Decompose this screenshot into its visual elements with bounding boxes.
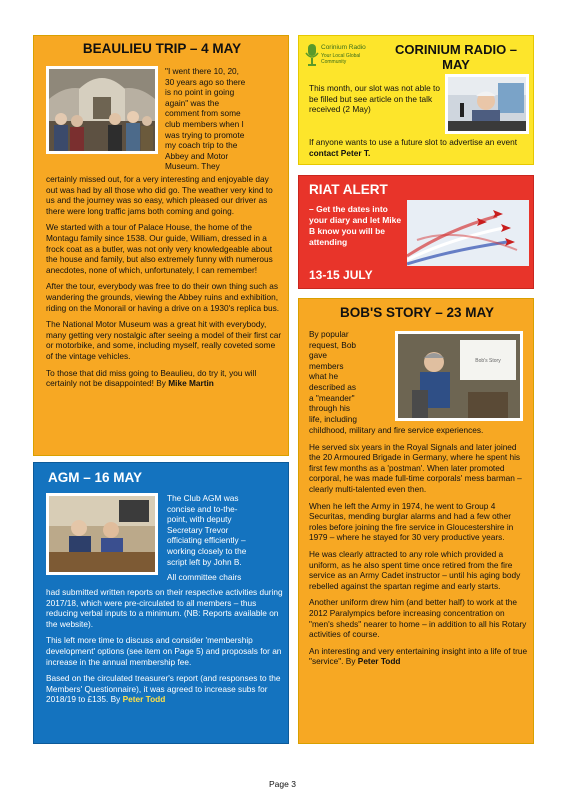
text-line: described as [309,381,357,392]
author-name: Peter Todd [357,656,401,667]
paragraph: This month, our slot was not able to be filled but see article on the talk received (2 May) [309,83,440,115]
bob-article [298,298,534,744]
beaulieu-article [33,35,289,456]
bob-photo [395,331,523,421]
paragraph [46,673,284,705]
text-line: All committee chairs [167,572,242,583]
contact-text: If anyone wants to use a future slot to advertise an event [309,137,518,147]
corinium-article [298,35,534,165]
agm-title: AGM – 16 MAY [48,470,143,485]
text-line: By popular [309,329,349,339]
paragraph: The National Motor Museum was a great hit with everybody, many getting very nostalgic after seeing a model of their first car or motorbike, and some, including myself, really coveted some of the vintage vehicles. [46,319,282,361]
text-line: what he [309,371,339,382]
beaulieu-intro-wrap [165,66,283,172]
text-line: "I went there 10, 20, [165,66,239,76]
paragraph: had submitted written reports on their respective activities during 2017/18, which were pre-circulated to all members – thus reducing verbal inputs to a minimum. (NB: Reports available on the website). [46,587,283,629]
bob-intro-wrap [309,329,393,424]
corinium-logo [305,42,377,78]
text-line: request, Bob [309,339,357,350]
paragraph [309,646,529,667]
screen-text: Bob's Story [475,358,501,364]
microphone-icon [305,44,319,66]
closing-text: To those that did miss going to Beaulieu, do try it, you will certainly not be disappointed! By [46,367,257,389]
corinium-body [309,83,441,121]
bob-title: BOB'S STORY – 23 MAY [339,305,495,320]
beaulieu-body [46,174,282,395]
logo-name: Corinium Radio [321,44,366,51]
beaulieu-title: BEAULIEU TRIP – 4 MAY [82,41,242,56]
riat-body: – Get the dates into your diary and let Mike B know you will be attending [309,204,402,247]
closing-text: An interesting and very entertaining insight into a life of true "service". By [309,645,528,667]
title-line: CORINIUM RADIO – [394,42,518,57]
text-line: 30 years ago so there [165,76,246,87]
text-line: The Club AGM was [167,493,239,503]
paragraph: We started with a tour of Palace House, the home of the Montagu family since 1538. Our guide, William, dressed in a frock coat as a butler, was not only very knowledgeable about the house and family, but also extremely funny with numerous anecdotes, none of which, unfortunately, I can remember! [46,222,273,275]
beaulieu-photo [46,66,158,154]
text-line: point, with deputy [167,514,232,525]
agm-article [33,462,289,744]
text-line: through his [309,403,351,414]
paragraph: This left more time to discuss and consider 'membership development' options (see item on Page 5) and proposals for an increase in the annual membership fee. [46,635,282,667]
author-name: Mike Martin [168,378,214,389]
text-line: Museum. They [165,161,220,172]
author-name: Peter Todd [122,694,166,705]
text-line: again" was the [165,97,220,108]
contact-name: contact Peter T. [309,147,371,158]
agm-meeting-image [49,496,155,572]
closing-text: Based on the circulated treasurer's report (and responses to the Members' Questionnaire), it was agreed to increase subs for 2018/19 to £135. By [46,673,281,705]
corinium-photo [445,74,529,134]
paragraph: When he left the Army in 1974, he went to Group 4 Securitas, mending burglar alarms and had a few other roles before joining the fire service in Gloucestershire in 1979 – where he stayed for 30 very productive years. [309,500,514,543]
paragraph: He was clearly attracted to any role which provided a uniform, as he also spent time once retired from the fire service as an Army Cadet instructor – until his aging body rebelled against the spartan regime and early starts. [309,548,521,591]
text-line: concise and to-the- [167,503,238,514]
paragraph: certainly missed out, for a very interesting and enjoyable day out was had by all those who did go. The weather very kind to us and the journey was so easy, which pleased our driver as there were long traffic jams both coming and going. [46,174,273,216]
abbey-tour-image [49,69,155,151]
text-line: my coach trip to the [165,140,238,151]
bob-body [309,425,529,673]
text-line: is no point in going [165,87,235,98]
riat-dates: 13-15 JULY [309,268,373,282]
paragraph: After the tour, everybody was free to do their own thing such as wandering the grounds, viewing the Abbey ruins and exhibition, riding on the Monorail or having a drive on a 1930's replica bus. [46,281,280,313]
page-number: Page 3 [269,779,296,789]
text-line: was trying to promote [165,129,245,140]
text-line: working closely to the [167,545,247,556]
text-line: club members when I [165,118,244,129]
radio-presenter-image [448,77,526,131]
text-line: a "meander" [309,392,355,403]
riat-article [298,175,534,289]
text-line: officiating efficiently – [167,535,246,546]
text-line: comment from some [165,108,241,119]
paragraph [46,368,282,389]
text-line: life, including [309,413,357,424]
paragraph: He served six years in the Royal Signals and later joined the 20 Armoured Brigade in Germany, where he spent his first few months as a 'postman'. When later promoted corporal, he was made full-time corporals' mess barman – clearly multi-talented even then. [309,441,522,494]
speaker-image [398,334,520,418]
paragraph: Another uniform drew him (and better half) to work at the 2012 Paralympics before increasing concentration on "men's sheds" nearer to home – in addition to all his Rotary activities of course. [309,597,527,640]
logo-tagline: Your Local Global Community [321,53,361,65]
corinium-title [379,42,533,72]
paragraph: childhood, military and fire service experiences. [309,425,484,435]
text-line: gave [309,350,327,361]
red-arrows-image [407,200,529,266]
text-line: members [309,360,344,371]
text-line: Abbey and Motor [165,150,229,161]
agm-photo [46,493,158,575]
agm-body [46,587,284,711]
text-line: script left by John B. [167,556,242,567]
corinium-contact [309,137,531,158]
riat-title: RIAT ALERT [309,182,388,197]
agm-intro-wrap [167,493,285,583]
title-line: MAY [442,57,470,72]
text-line: Secretary Trevor [167,524,229,535]
